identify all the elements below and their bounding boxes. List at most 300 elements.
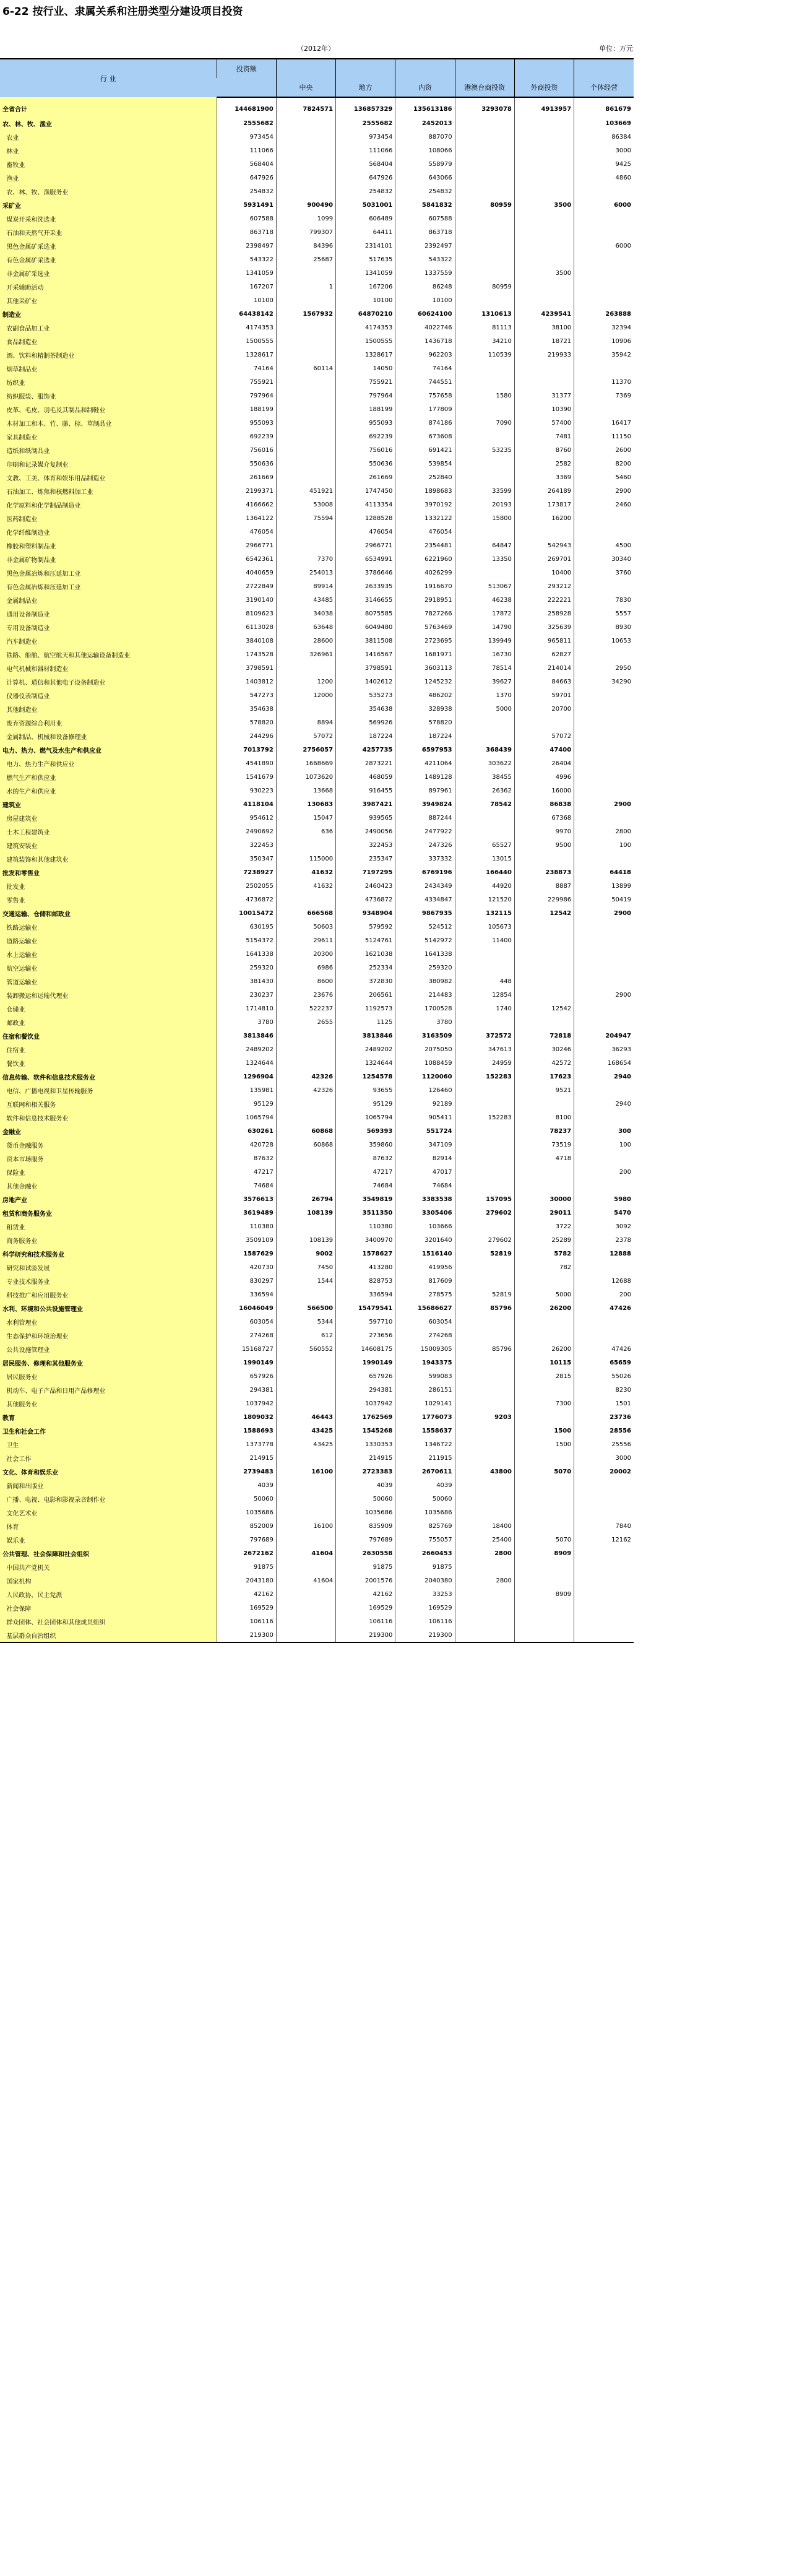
row-value xyxy=(276,321,335,334)
row-value: 930223 xyxy=(217,784,276,797)
row-value: 1037942 xyxy=(336,1397,395,1410)
row-value: 1035686 xyxy=(336,1506,395,1519)
row-value: 59701 xyxy=(514,688,574,702)
row-value xyxy=(574,184,634,198)
row-value xyxy=(455,1151,514,1165)
row-value: 28556 xyxy=(574,1424,634,1438)
row-value: 2354481 xyxy=(395,539,455,552)
row-value: 3383538 xyxy=(395,1192,455,1206)
row-value: 294381 xyxy=(336,1383,395,1397)
row-value: 5142972 xyxy=(395,934,455,947)
row-value xyxy=(276,1151,335,1165)
row-value xyxy=(514,1506,574,1519)
table-row xyxy=(0,130,634,144)
row-value: 47426 xyxy=(574,1301,634,1315)
table-row xyxy=(0,307,634,321)
row-value: 18721 xyxy=(514,334,574,348)
row-value: 336594 xyxy=(217,1288,276,1301)
table-year: （2012年） xyxy=(297,45,335,53)
row-value xyxy=(514,1574,574,1587)
row-value: 34038 xyxy=(276,607,335,620)
table-row xyxy=(0,1192,634,1206)
row-value: 8887 xyxy=(514,879,574,893)
row-value: 42162 xyxy=(217,1587,276,1601)
row-value xyxy=(276,1601,335,1615)
row-value: 550636 xyxy=(217,457,276,471)
row-industry: 电信、广播电视和卫星传输服务 xyxy=(0,1083,217,1097)
row-value xyxy=(574,1628,634,1642)
row-value: 286151 xyxy=(395,1383,455,1397)
row-value xyxy=(455,1424,514,1438)
row-value xyxy=(574,1083,634,1097)
row-value: 1324644 xyxy=(336,1056,395,1070)
row-value: 2452013 xyxy=(395,116,455,130)
row-value: 57072 xyxy=(514,729,574,743)
row-value: 647926 xyxy=(336,171,395,184)
row-value xyxy=(514,934,574,947)
row-value xyxy=(574,1002,634,1015)
table-row xyxy=(0,784,634,797)
row-value: 65659 xyxy=(574,1356,634,1369)
row-value: 578820 xyxy=(395,716,455,729)
row-value: 5782 xyxy=(514,1247,574,1260)
row-value: 1541679 xyxy=(217,770,276,784)
row-industry: 仪器仪表制造业 xyxy=(0,688,217,702)
row-value: 15009305 xyxy=(395,1342,455,1356)
row-value: 3798591 xyxy=(217,661,276,675)
row-value: 3619489 xyxy=(217,1206,276,1220)
row-industry: 皮革、毛皮、羽毛及其制品和制鞋业 xyxy=(0,402,217,416)
row-value: 9002 xyxy=(276,1247,335,1260)
row-value: 755921 xyxy=(217,375,276,389)
row-value: 1898683 xyxy=(395,484,455,498)
row-value: 17623 xyxy=(514,1070,574,1083)
row-value: 219933 xyxy=(514,348,574,362)
table-row xyxy=(0,634,634,648)
row-industry: 零售业 xyxy=(0,893,217,906)
row-value: 14050 xyxy=(336,362,395,375)
row-value: 2633935 xyxy=(336,579,395,593)
row-value: 10390 xyxy=(514,402,574,416)
row-value: 3949824 xyxy=(395,797,455,811)
table-row xyxy=(0,144,634,157)
row-value: 1740 xyxy=(455,1002,514,1015)
row-value xyxy=(276,184,335,198)
table-row xyxy=(0,348,634,362)
row-value: 2477922 xyxy=(395,825,455,838)
row-value: 420730 xyxy=(217,1260,276,1274)
row-industry: 卫生 xyxy=(0,1438,217,1451)
row-value: 13899 xyxy=(574,879,634,893)
row-value: 1073620 xyxy=(276,770,335,784)
table-row xyxy=(0,1574,634,1587)
row-industry: 人民政协、民主党派 xyxy=(0,1587,217,1601)
table-row xyxy=(0,1369,634,1383)
row-value: 11150 xyxy=(574,430,634,443)
row-value: 1324644 xyxy=(217,1056,276,1070)
row-value: 692239 xyxy=(336,430,395,443)
row-value: 85796 xyxy=(455,1301,514,1315)
row-value: 1588693 xyxy=(217,1424,276,1438)
row-value: 3603113 xyxy=(395,661,455,675)
table-row xyxy=(0,1233,634,1247)
row-value: 1545268 xyxy=(336,1424,395,1438)
row-value: 26200 xyxy=(514,1301,574,1315)
row-industry: 航空运输业 xyxy=(0,961,217,974)
row-value: 111066 xyxy=(217,144,276,157)
row-industry: 非金属矿采选业 xyxy=(0,266,217,280)
row-value xyxy=(455,1397,514,1410)
table-row xyxy=(0,1274,634,1288)
row-industry: 开采辅助活动 xyxy=(0,280,217,293)
row-value: 86838 xyxy=(514,797,574,811)
row-industry: 水利、环境和公共设施管理业 xyxy=(0,1301,217,1315)
row-value xyxy=(276,348,335,362)
row-value: 15800 xyxy=(455,511,514,525)
row-value: 188199 xyxy=(217,402,276,416)
row-value: 630261 xyxy=(217,1124,276,1138)
table-row xyxy=(0,266,634,280)
row-value: 30246 xyxy=(514,1043,574,1056)
row-value: 905411 xyxy=(395,1111,455,1124)
row-value: 3369 xyxy=(514,471,574,484)
row-industry: 畜牧业 xyxy=(0,157,217,171)
row-value: 18400 xyxy=(455,1519,514,1533)
table-row xyxy=(0,1247,634,1260)
row-value: 630195 xyxy=(217,920,276,934)
row-industry: 商务服务业 xyxy=(0,1233,217,1247)
row-value xyxy=(514,212,574,225)
table-row xyxy=(0,1424,634,1438)
row-value xyxy=(574,784,634,797)
row-value: 6000 xyxy=(574,198,634,212)
table-row xyxy=(0,511,634,525)
row-value: 2434349 xyxy=(395,879,455,893)
row-value: 887244 xyxy=(395,811,455,825)
row-value: 136857329 xyxy=(336,97,395,116)
row-value: 2966771 xyxy=(217,539,276,552)
row-value: 1747450 xyxy=(336,484,395,498)
row-value: 12854 xyxy=(455,988,514,1002)
row-value: 691421 xyxy=(395,443,455,457)
row-value xyxy=(276,661,335,675)
row-industry: 体育 xyxy=(0,1519,217,1533)
row-industry: 卫生和社会工作 xyxy=(0,1424,217,1438)
row-value: 1776073 xyxy=(395,1410,455,1424)
row-value xyxy=(514,130,574,144)
row-value: 420728 xyxy=(217,1138,276,1151)
table-row xyxy=(0,566,634,579)
table-row xyxy=(0,893,634,906)
row-value xyxy=(574,293,634,307)
row-value: 9867935 xyxy=(395,906,455,920)
row-industry: 全省合计 xyxy=(0,97,217,116)
row-value: 368439 xyxy=(455,743,514,757)
row-value: 2655 xyxy=(276,1015,335,1029)
row-value: 72818 xyxy=(514,1029,574,1043)
row-value: 5000 xyxy=(455,702,514,716)
row-value: 606489 xyxy=(336,212,395,225)
table-row xyxy=(0,1478,634,1492)
row-value xyxy=(514,988,574,1002)
row-value: 261669 xyxy=(217,471,276,484)
row-value: 1192573 xyxy=(336,1002,395,1015)
table-row xyxy=(0,1397,634,1410)
row-value xyxy=(276,171,335,184)
row-value: 3780 xyxy=(217,1015,276,1029)
row-value: 692239 xyxy=(217,430,276,443)
row-value xyxy=(514,1383,574,1397)
row-value: 2723695 xyxy=(395,634,455,648)
row-industry: 居民服务业 xyxy=(0,1369,217,1383)
row-value xyxy=(276,1111,335,1124)
table-row xyxy=(0,525,634,539)
row-value xyxy=(276,443,335,457)
table-row xyxy=(0,770,634,784)
row-value xyxy=(455,212,514,225)
row-value xyxy=(514,1451,574,1465)
row-value: 1328617 xyxy=(217,348,276,362)
row-industry: 铁路、船舶、航空航天和其他运输设备制造业 xyxy=(0,648,217,661)
row-value: 108139 xyxy=(276,1206,335,1220)
row-value xyxy=(574,1615,634,1628)
row-value: 2756057 xyxy=(276,743,335,757)
row-industry: 黑色金属矿采选业 xyxy=(0,239,217,253)
row-industry: 交通运输、仓储和邮政业 xyxy=(0,906,217,920)
row-value: 303622 xyxy=(455,757,514,770)
row-industry: 群众团体、社会团体和其他成员组织 xyxy=(0,1615,217,1628)
row-value: 4239541 xyxy=(514,307,574,321)
table-row xyxy=(0,1097,634,1111)
row-value: 874186 xyxy=(395,416,455,430)
row-value: 1416567 xyxy=(336,648,395,661)
row-value xyxy=(455,1015,514,1029)
row-value: 3798591 xyxy=(336,661,395,675)
row-value: 20002 xyxy=(574,1465,634,1478)
row-value xyxy=(276,293,335,307)
table-row xyxy=(0,988,634,1002)
row-value: 897961 xyxy=(395,784,455,797)
row-value: 1035686 xyxy=(395,1506,455,1519)
row-value: 2900 xyxy=(574,797,634,811)
header-total: 投资额 xyxy=(217,59,276,78)
row-value: 15686627 xyxy=(395,1301,455,1315)
header-foreign: 外商投资 xyxy=(514,78,574,97)
row-value: 448 xyxy=(455,974,514,988)
row-value xyxy=(455,1356,514,1369)
row-value: 863718 xyxy=(217,225,276,239)
row-value: 244296 xyxy=(217,729,276,743)
row-value: 5931491 xyxy=(217,198,276,212)
row-industry: 电力、热力、燃气及水生产和供应业 xyxy=(0,743,217,757)
row-value: 2043180 xyxy=(217,1574,276,1587)
row-value: 6542361 xyxy=(217,552,276,566)
row-value: 80959 xyxy=(455,280,514,293)
table-row xyxy=(0,1506,634,1519)
table-row xyxy=(0,1124,634,1138)
row-value: 524512 xyxy=(395,920,455,934)
row-value: 2489202 xyxy=(217,1043,276,1056)
row-value xyxy=(574,212,634,225)
row-value: 603054 xyxy=(217,1315,276,1329)
row-value: 1580 xyxy=(455,389,514,402)
row-value: 92189 xyxy=(395,1097,455,1111)
row-value: 413280 xyxy=(336,1260,395,1274)
row-value: 1065794 xyxy=(217,1111,276,1124)
table-row xyxy=(0,1342,634,1356)
row-value xyxy=(455,1451,514,1465)
table-row xyxy=(0,675,634,688)
row-value: 1310613 xyxy=(455,307,514,321)
row-industry: 专业技术服务业 xyxy=(0,1274,217,1288)
row-value: 64411 xyxy=(336,225,395,239)
row-industry: 纺织业 xyxy=(0,375,217,389)
row-value: 4718 xyxy=(514,1151,574,1165)
row-value: 14790 xyxy=(455,620,514,634)
row-value xyxy=(276,157,335,171)
row-value: 5763469 xyxy=(395,620,455,634)
table-row xyxy=(0,430,634,443)
row-value: 16730 xyxy=(455,648,514,661)
row-value: 2392497 xyxy=(395,239,455,253)
row-value: 799307 xyxy=(276,225,335,239)
row-industry: 金属制品、机械和设备修理业 xyxy=(0,729,217,743)
row-value: 3811508 xyxy=(336,634,395,648)
row-value xyxy=(276,1356,335,1369)
table-row xyxy=(0,1329,634,1342)
row-value: 3163509 xyxy=(395,1029,455,1043)
row-industry: 住宿业 xyxy=(0,1043,217,1056)
row-value: 2670611 xyxy=(395,1465,455,1478)
row-industry: 机动车、电子产品和日用产品修理业 xyxy=(0,1383,217,1397)
row-value: 568404 xyxy=(217,157,276,171)
row-value: 4174353 xyxy=(336,321,395,334)
row-value: 214014 xyxy=(514,661,574,675)
row-industry: 农业 xyxy=(0,130,217,144)
row-value: 3813846 xyxy=(336,1029,395,1043)
row-value xyxy=(455,1315,514,1329)
row-value: 29611 xyxy=(276,934,335,947)
table-row xyxy=(0,1533,634,1546)
row-value: 50060 xyxy=(217,1492,276,1506)
table-row xyxy=(0,743,634,757)
row-value: 7370 xyxy=(276,552,335,566)
header-blank xyxy=(276,59,335,78)
row-industry: 信息传输、软件和信息技术服务业 xyxy=(0,1070,217,1083)
row-value: 4174353 xyxy=(217,321,276,334)
row-value: 187224 xyxy=(395,729,455,743)
table-row xyxy=(0,1410,634,1424)
row-value xyxy=(574,1329,634,1342)
table-row xyxy=(0,280,634,293)
row-industry: 纺织服装、服饰业 xyxy=(0,389,217,402)
row-value: 26362 xyxy=(455,784,514,797)
row-value: 91875 xyxy=(217,1560,276,1574)
table-row xyxy=(0,171,634,184)
row-value xyxy=(276,430,335,443)
row-value: 4736872 xyxy=(217,893,276,906)
row-industry: 金融业 xyxy=(0,1124,217,1138)
row-value: 5344 xyxy=(276,1315,335,1329)
table-row xyxy=(0,1383,634,1397)
table-row xyxy=(0,552,634,566)
table-row xyxy=(0,688,634,702)
row-value xyxy=(276,471,335,484)
row-value xyxy=(455,1260,514,1274)
row-value: 57400 xyxy=(514,416,574,430)
row-value: 3813846 xyxy=(217,1029,276,1043)
row-value: 86384 xyxy=(574,130,634,144)
table-row xyxy=(0,457,634,471)
row-value: 3293078 xyxy=(455,97,514,116)
row-value: 325639 xyxy=(514,620,574,634)
row-value: 1700528 xyxy=(395,1002,455,1015)
row-industry: 基层群众自治组织 xyxy=(0,1628,217,1642)
row-value: 273656 xyxy=(336,1329,395,1342)
row-industry: 林业 xyxy=(0,144,217,157)
row-value: 16100 xyxy=(276,1519,335,1533)
row-value: 219300 xyxy=(336,1628,395,1642)
row-value: 167206 xyxy=(336,280,395,293)
row-value: 2873221 xyxy=(336,757,395,770)
row-value: 2555682 xyxy=(217,116,276,130)
row-value: 9970 xyxy=(514,825,574,838)
page-title: 6-22 按行业、隶属关系和注册类型分建设项目投资 xyxy=(2,6,243,18)
row-value xyxy=(276,539,335,552)
row-value xyxy=(276,144,335,157)
row-value: 139949 xyxy=(455,634,514,648)
row-value xyxy=(276,1451,335,1465)
row-value: 1743528 xyxy=(217,648,276,661)
row-value: 973454 xyxy=(336,130,395,144)
row-value: 110380 xyxy=(217,1220,276,1233)
table-row xyxy=(0,1002,634,1015)
table-row xyxy=(0,157,634,171)
header-blank xyxy=(395,59,455,78)
row-value: 64438142 xyxy=(217,307,276,321)
row-value: 1587629 xyxy=(217,1247,276,1260)
row-value: 8894 xyxy=(276,716,335,729)
table-row xyxy=(0,1111,634,1124)
row-value xyxy=(514,1628,574,1642)
table-row xyxy=(0,620,634,634)
row-value: 5154372 xyxy=(217,934,276,947)
row-value xyxy=(455,457,514,471)
row-value: 238873 xyxy=(514,865,574,879)
row-value: 2672162 xyxy=(217,1546,276,1560)
row-industry: 燃气生产和供应业 xyxy=(0,770,217,784)
row-value: 29011 xyxy=(514,1206,574,1220)
table-row xyxy=(0,906,634,920)
row-value: 78514 xyxy=(455,661,514,675)
row-value: 2800 xyxy=(455,1546,514,1560)
row-value xyxy=(455,1560,514,1574)
row-value: 2398497 xyxy=(217,239,276,253)
row-industry: 水利管理业 xyxy=(0,1315,217,1329)
row-industry: 餐饮业 xyxy=(0,1056,217,1070)
row-value: 566500 xyxy=(276,1301,335,1315)
table-row xyxy=(0,1179,634,1192)
row-value: 336594 xyxy=(336,1288,395,1301)
row-industry: 社会保障 xyxy=(0,1601,217,1615)
row-value: 522237 xyxy=(276,1002,335,1015)
row-value: 381430 xyxy=(217,974,276,988)
row-value xyxy=(574,974,634,988)
row-value xyxy=(514,116,574,130)
row-value xyxy=(455,184,514,198)
row-value: 486202 xyxy=(395,688,455,702)
row-value: 1346722 xyxy=(395,1438,455,1451)
